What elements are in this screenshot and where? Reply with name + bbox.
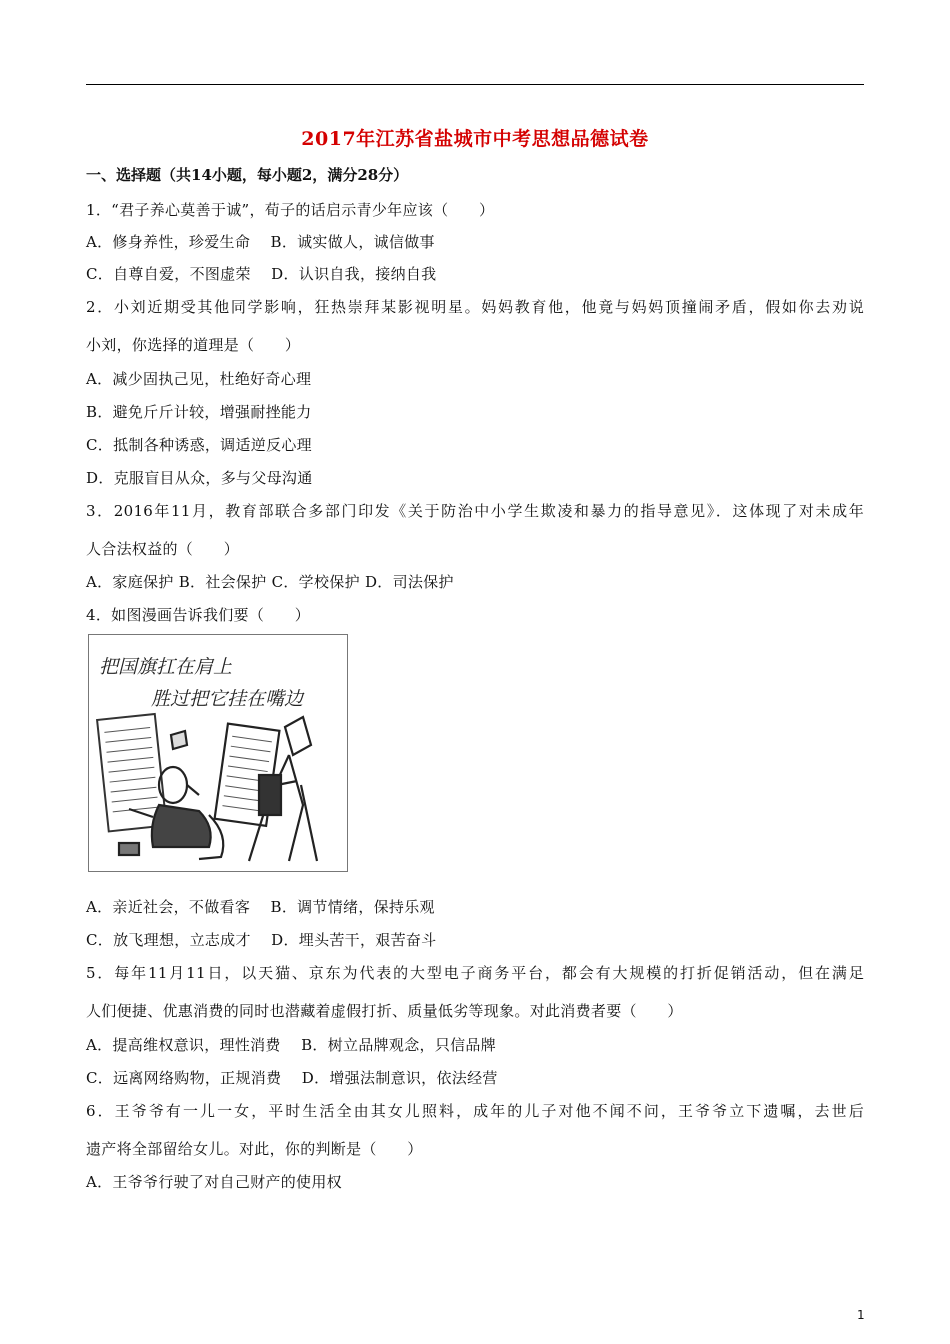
comic-drawing	[89, 635, 347, 871]
section-heading: 一、选择题（共14小题，每小题2，满分28分）	[86, 166, 409, 184]
q5-options-cd: C．远离网络购物，正规消费 D．增强法制意识，依法经营	[86, 1069, 498, 1087]
page-title: 2017年江苏省盐城市中考思想品德试卷	[301, 128, 649, 150]
q3-stem-line-2: 人合法权益的（ ）	[86, 540, 240, 558]
q3-stem-line-1: 3．2016年11月，教育部联合多部门印发《关于防治中小学生欺凌和暴力的指导意见》．这体现了对未成年	[86, 502, 864, 520]
q1-stem: 1．“君子养心莫善于诚”，荀子的话启示青少年应该（ ）	[86, 201, 495, 219]
q4-options-ab: A．亲近社会，不做看客 B．调节情绪，保持乐观	[86, 898, 435, 916]
standing-man-figure	[215, 717, 317, 861]
q4-stem: 4．如图漫画告诉我们要（ ）	[86, 606, 311, 624]
q2-option-c: C．抵制各种诱惑，调适逆反心理	[86, 436, 312, 454]
q1-options-cd: C．自尊自爱，不图虚荣 D．认识自我，接纳自我	[86, 265, 437, 283]
header-rule	[86, 84, 864, 85]
q5-stem-line-1: 5．每年11月11日，以天猫、京东为代表的大型电子商务平台，都会有大规模的打折促销活动，但在满足	[86, 964, 864, 982]
q2-option-b: B．避免斤斤计较，增强耐挫能力	[86, 403, 312, 421]
q5-options-ab: A．提高维权意识，理性消费 B．树立品牌观念，只信品牌	[86, 1036, 497, 1054]
q6-stem-line-2: 遗产将全部留给女儿。对此，你的判断是（ ）	[86, 1140, 423, 1158]
q6-stem-line-1: 6．王爷爷有一儿一女，平时生活全由其女儿照料，成年的儿子对他不闻不问，王爷爷立下遗嘱，去世后	[86, 1102, 864, 1120]
q6-option-a: A．王爷爷行驶了对自己财产的使用权	[86, 1173, 342, 1191]
page-number: 1	[857, 1308, 865, 1322]
q4-comic-image	[88, 634, 348, 872]
q2-stem-line-1: 2．小刘近期受其他同学影响，狂热崇拜某影视明星。妈妈教育他，他竟与妈妈顶撞闹矛盾，假如你去劝说	[86, 298, 864, 316]
q2-option-d: D．克服盲目从众，多与父母沟通	[86, 469, 313, 487]
q2-option-a: A．减少固执己见，杜绝好奇心理	[86, 370, 312, 388]
q4-options-cd: C．放飞理想，立志成才 D．埋头苦干，艰苦奋斗	[86, 931, 437, 949]
comic-caption-line-2: 胜过把它挂在嘴边	[151, 688, 304, 710]
comic-caption-line-1: 把国旗扛在肩上	[99, 656, 233, 678]
q1-options-ab: A．修身养性，珍爱生命 B．诚实做人，诚信做事	[86, 233, 435, 251]
q2-stem-line-2: 小刘，你选择的道理是（ ）	[86, 336, 301, 354]
q5-stem-line-2: 人们便捷、优惠消费的同时也潜藏着虚假打折、质量低劣等现象。对此消费者要（ ）	[86, 1002, 683, 1020]
q3-options: A．家庭保护 B．社会保护 C．学校保护 D．司法保护	[86, 573, 454, 591]
